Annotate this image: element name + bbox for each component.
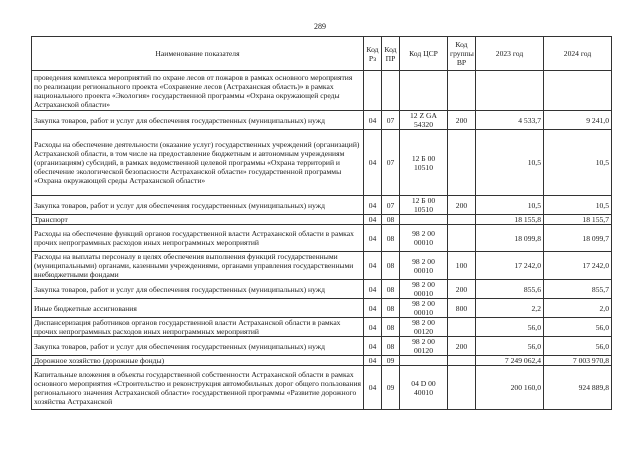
cell-csr: 04 D 00 40010 (400, 366, 448, 410)
header-rz: Код Рз (364, 37, 382, 71)
cell-rz: 04 (364, 366, 382, 410)
cell-rz: 04 (364, 356, 382, 366)
cell-vr (448, 366, 476, 410)
cell-2024: 7 003 970,8 (544, 356, 612, 366)
cell-csr: 98 2 00 00010 (400, 225, 448, 252)
cell-2024: 18 099,7 (544, 225, 612, 252)
cell-2024: 855,7 (544, 280, 612, 299)
cell-2024: 924 889,8 (544, 366, 612, 410)
cell-2023: 56,0 (476, 318, 544, 337)
cell-name: Капитальные вложения в объекты государственной собственности Астраханской области в рамках основного мероприятия «Строительство и реконструкция автомобильных дорог общего пользования регионального значения Астраханской области» государственной программы «Развитие дорожного хозяйства Астраханской (32, 366, 364, 410)
cell-2023 (476, 71, 544, 111)
cell-rz: 04 (364, 130, 382, 196)
cell-csr (400, 215, 448, 225)
cell-pr: 08 (382, 215, 400, 225)
cell-pr: 07 (382, 196, 400, 215)
cell-2024 (544, 71, 612, 111)
cell-vr (448, 225, 476, 252)
cell-2023: 18 099,8 (476, 225, 544, 252)
cell-rz: 04 (364, 215, 382, 225)
cell-vr: 200 (448, 337, 476, 356)
cell-rz: 04 (364, 252, 382, 280)
cell-pr: 08 (382, 337, 400, 356)
cell-rz: 04 (364, 318, 382, 337)
cell-vr (448, 215, 476, 225)
cell-2023: 4 533,7 (476, 111, 544, 130)
cell-pr: 08 (382, 225, 400, 252)
cell-vr: 100 (448, 252, 476, 280)
cell-2024: 18 155,7 (544, 215, 612, 225)
cell-name: Закупка товаров, работ и услуг для обеспечения государственных (муниципальных) нужд (32, 280, 364, 299)
header-name: Наименование показателя (32, 37, 364, 71)
table-row (32, 337, 612, 356)
cell-csr: 12 Б 00 10510 (400, 130, 448, 196)
cell-2023: 2,2 (476, 299, 544, 318)
cell-csr: 98 2 00 00010 (400, 299, 448, 318)
budget-table (31, 36, 612, 410)
cell-name: Расходы на выплаты персоналу в целях обеспечения выполнения функций государственными (муниципальными) органами, казенными учреждениями, органами управления государственными внебюджетными фондами (32, 252, 364, 280)
cell-2024: 10,5 (544, 196, 612, 215)
cell-name: Расходы на обеспечение деятельности (оказание услуг) государственных учреждений (организаций) Астраханской области, в том числе на предоставление бюджетным и автономным учреждениям (организациям) субсидий, в рамках ведомственной целевой программы «Охрана территорий и обеспечение экологической безопасности Астраханской области» государственной программы «Охрана окружающей среды Астраханской области» (32, 130, 364, 196)
cell-name: проведения комплекса мероприятий по охране лесов от пожаров в рамках основного мероприятия по реализации регионального проекта «Сохранение лесов (Астраханская область)» в рамках национального проекта «Экология» государственной программы «Охрана окружающей среды Астраханской области» (32, 71, 364, 111)
table-row (32, 215, 612, 225)
cell-2024: 9 241,0 (544, 111, 612, 130)
cell-2024: 56,0 (544, 318, 612, 337)
cell-pr: 08 (382, 318, 400, 337)
cell-rz: 04 (364, 299, 382, 318)
cell-2024: 17 242,0 (544, 252, 612, 280)
cell-pr: 08 (382, 280, 400, 299)
cell-csr: 12 Б 00 10510 (400, 196, 448, 215)
header-pr: Код ПР (382, 37, 400, 71)
header-vr: Код группы ВР (448, 37, 476, 71)
cell-2023: 7 249 062,4 (476, 356, 544, 366)
page-number: 289 (314, 22, 326, 31)
table-row (32, 280, 612, 299)
cell-pr: 08 (382, 252, 400, 280)
header-csr: Код ЦСР (400, 37, 448, 71)
table-row (32, 196, 612, 215)
cell-vr (448, 71, 476, 111)
cell-pr: 07 (382, 130, 400, 196)
cell-2024: 56,0 (544, 337, 612, 356)
cell-csr: 98 2 00 00010 (400, 280, 448, 299)
table-row (32, 299, 612, 318)
cell-vr (448, 318, 476, 337)
cell-csr: 98 2 00 00010 (400, 252, 448, 280)
cell-vr (448, 130, 476, 196)
cell-vr: 200 (448, 111, 476, 130)
cell-vr: 800 (448, 299, 476, 318)
cell-vr: 200 (448, 196, 476, 215)
cell-csr: 98 2 00 00120 (400, 318, 448, 337)
cell-name: Закупка товаров, работ и услуг для обеспечения государственных (муниципальных) нужд (32, 111, 364, 130)
cell-csr (400, 356, 448, 366)
cell-2023: 17 242,0 (476, 252, 544, 280)
cell-2023: 10,5 (476, 130, 544, 196)
table-row (32, 356, 612, 366)
cell-vr (448, 356, 476, 366)
cell-name: Иные бюджетные ассигнования (32, 299, 364, 318)
cell-name: Закупка товаров, работ и услуг для обеспечения государственных (муниципальных) нужд (32, 337, 364, 356)
cell-2024: 10,5 (544, 130, 612, 196)
cell-csr (400, 71, 448, 111)
cell-2023: 18 155,8 (476, 215, 544, 225)
cell-2023: 10,5 (476, 196, 544, 215)
cell-pr: 09 (382, 356, 400, 366)
header-2024: 2024 год (544, 37, 612, 71)
cell-2023: 855,6 (476, 280, 544, 299)
cell-rz: 04 (364, 111, 382, 130)
table-row (32, 71, 612, 111)
table-body (32, 71, 612, 410)
cell-name: Дорожное хозяйство (дорожные фонды) (32, 356, 364, 366)
cell-2024: 2,0 (544, 299, 612, 318)
cell-name: Транспорт (32, 215, 364, 225)
cell-name: Диспансеризация работников органов государственной власти Астраханской области в рамках прочих непрограммных расходов иных непрограммных мероприятий (32, 318, 364, 337)
cell-pr (382, 71, 400, 111)
table-row (32, 366, 612, 410)
cell-rz: 04 (364, 337, 382, 356)
cell-name: Расходы на обеспечение функций органов государственной власти Астраханской области в рамках прочих непрограммных расходов иных непрограммных мероприятий (32, 225, 364, 252)
cell-pr: 08 (382, 299, 400, 318)
cell-csr: 12 Z GA 54320 (400, 111, 448, 130)
cell-pr: 09 (382, 366, 400, 410)
cell-vr: 200 (448, 280, 476, 299)
header-2023: 2023 год (476, 37, 544, 71)
cell-2023: 56,0 (476, 337, 544, 356)
cell-rz (364, 71, 382, 111)
table-row (32, 252, 612, 280)
table-header-row (32, 37, 612, 71)
cell-rz: 04 (364, 196, 382, 215)
table-row (32, 318, 612, 337)
cell-rz: 04 (364, 280, 382, 299)
cell-name: Закупка товаров, работ и услуг для обеспечения государственных (муниципальных) нужд (32, 196, 364, 215)
table-row (32, 225, 612, 252)
cell-csr: 98 2 00 00120 (400, 337, 448, 356)
cell-2023: 200 160,0 (476, 366, 544, 410)
cell-pr: 07 (382, 111, 400, 130)
table-row (32, 111, 612, 130)
cell-rz: 04 (364, 225, 382, 252)
table-row (32, 130, 612, 196)
